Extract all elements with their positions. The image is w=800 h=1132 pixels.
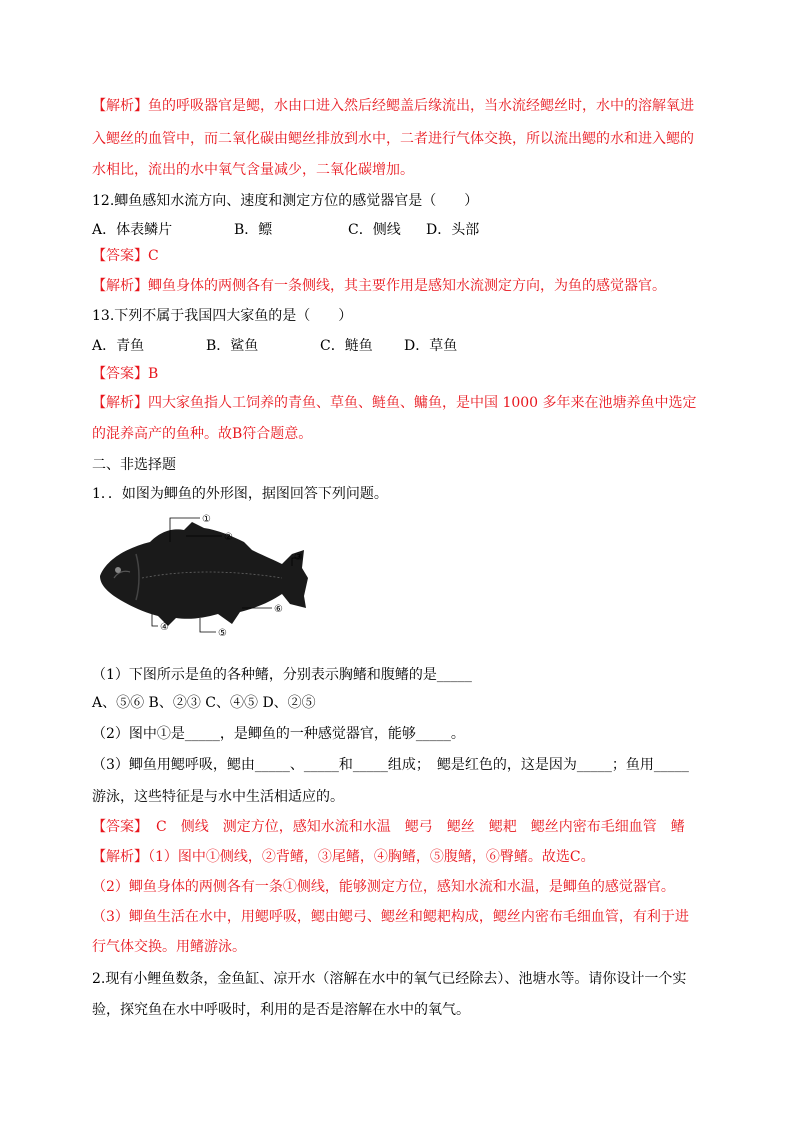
q1-analysis-line-2: （2）鲫鱼身体的两侧各有一条①侧线，能够测定方位，感知水流和水温，是鲫鱼的感觉器官。: [92, 879, 675, 895]
q1-sub1-options: A、⑤⑥ B、②③ C、④⑤ D、②⑤: [92, 695, 316, 711]
label-3: ③: [294, 552, 303, 563]
q12-option-a: A．体表鳞片: [92, 222, 173, 238]
q1-answer: 【答案】 C 侧线 测定方位，感知水流和水温 鳃弓 鳃丝 鳃耙 鳃丝内密布毛细血管 鳍: [92, 819, 685, 835]
q13-analysis-line-2: 的混养高产的鱼种。故B符合题意。: [92, 426, 313, 442]
q13-option-d: D．草鱼: [404, 338, 458, 354]
q2-line-2: 验，探究鱼在水中呼吸时，利用的是否是溶解在水中的氧气。: [92, 1002, 470, 1018]
q13-answer: 【答案】B: [92, 366, 159, 382]
label-5: ⑤: [218, 628, 227, 639]
q12-option-b: B．鳔: [234, 222, 273, 238]
q11-analysis-line-2: 入鳃丝的血管中，而二氧化碳由鳃丝排放到水中，二者进行气体交换，所以流出鳃的水和进入鳃的: [92, 131, 694, 147]
q13-option-a: A．青鱼: [92, 338, 145, 354]
q2-line-1: 2.现有小鲤鱼数条，金鱼缸、凉开水（溶解在水中的氧气已经除去）、池塘水等。请你设计一个实: [92, 971, 687, 987]
q1-analysis-line-4: 行气体交换。用鳍游泳。: [92, 939, 246, 955]
label-1: ①: [202, 514, 211, 525]
q1-sub3-line-2: 游泳，这些特征是与水中生活相适应的。: [92, 789, 344, 805]
q13-stem: 13.下列不属于我国四大家鱼的是（ ）: [92, 308, 353, 324]
section-heading: 二、非选择题: [92, 457, 176, 473]
q1-sub1: （1）下图所示是鱼的各种鳍，分别表示胸鳍和腹鳍的是_____: [92, 667, 472, 683]
q13-analysis-line-1: 【解析】四大家鱼指人工饲养的青鱼、草鱼、鲢鱼、鳙鱼，是中国 1000 多年来在池塘养鱼中选定: [92, 395, 697, 411]
q13-option-b: B．鲨鱼: [206, 338, 259, 354]
q12-answer: 【答案】C: [92, 248, 159, 264]
q12-option-c: C．侧线: [348, 222, 401, 238]
label-6: ⑥: [274, 604, 283, 615]
label-2: ②: [224, 532, 233, 543]
q1-analysis-line-3: （3）鲫鱼生活在水中，用鳃呼吸，鳃由鳃弓、鳃丝和鳃耙构成，鳃丝内密布毛细血管，有利于进: [92, 909, 689, 925]
analysis-tag: 【解析】: [92, 98, 148, 114]
carp-figure: [92, 508, 322, 646]
q12-analysis: 【解析】鲫鱼身体的两侧各有一条侧线，其主要作用是感知水流测定方向，为鱼的感觉器官。: [92, 278, 666, 294]
q1-stem: 1．．如图为鲫鱼的外形图，据图回答下列问题。: [92, 486, 388, 502]
q11-analysis-line-3: 水相比，流出的水中氧气含量减少，二氧化碳增加。: [92, 162, 414, 178]
q11-analysis-line-1: 【解析】鱼的呼吸器官是鳃，水由口进入然后经鳃盖后缘流出，当水流经鳃丝时，水中的溶解氧进: [92, 98, 694, 114]
label-4: ④: [160, 622, 169, 633]
q12-option-d: D．头部: [426, 222, 480, 238]
q1-sub3-line-1: （3）鲫鱼用鳃呼吸，鳃由_____、_____和_____组成； 鳃是红色的，这是因为_____；鱼用_____: [92, 757, 689, 773]
q1-sub2: （2）图中①是_____，是鲫鱼的一种感觉器官，能够_____。: [92, 726, 465, 742]
q13-option-c: C．鲢鱼: [320, 338, 373, 354]
q12-stem: 12.鲫鱼感知水流方向、速度和测定方位的感觉器官是（ ）: [92, 193, 479, 209]
q1-analysis-line-1: 【解析】（1）图中①侧线，②背鳍，③尾鳍，④胸鳍，⑤腹鳍，⑥臀鳍。故选C。: [92, 849, 595, 865]
